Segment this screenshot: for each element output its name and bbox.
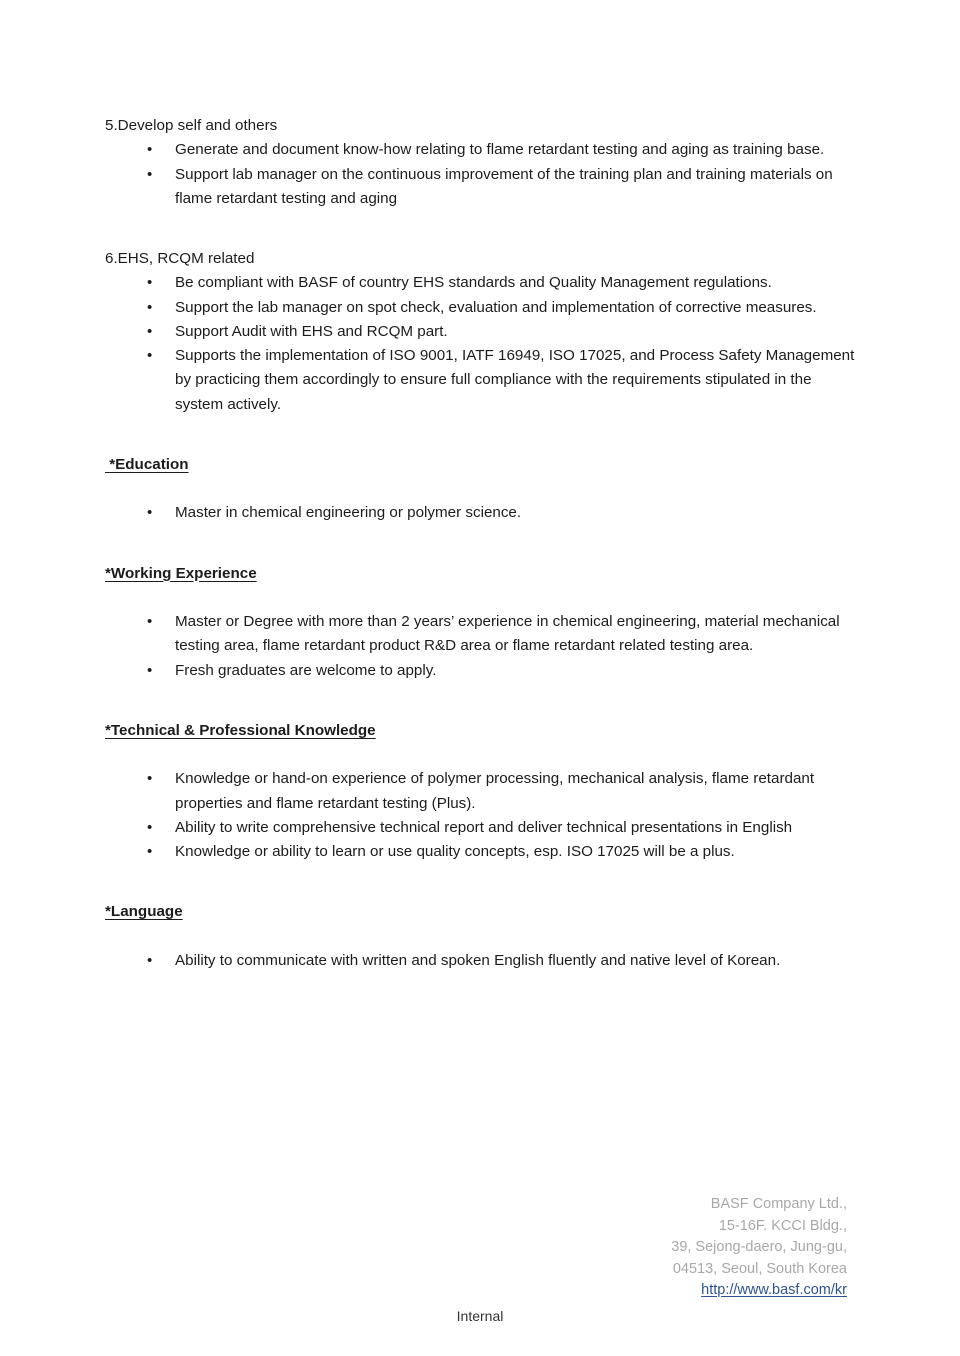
document-section <box>105 900 863 973</box>
bullet-item: • Support lab manager on the continuous improvement of the training plan and training materials on flame retardant testing and aging <box>105 163 863 212</box>
basf-website-link[interactable]: http://www.basf.com/kr <box>701 1282 847 1298</box>
bullet-item: • Be compliant with BASF of country EHS standards and Quality Management regulations. <box>105 271 863 295</box>
document-section <box>105 562 863 683</box>
bullet-item: • Knowledge or ability to learn or use quality concepts, esp. ISO 17025 will be a plus. <box>105 840 863 864</box>
company-address-lines <box>671 1194 847 1280</box>
document-section <box>105 719 863 865</box>
section-title: *Working Experience <box>105 564 257 582</box>
document-section <box>105 114 863 211</box>
document-section <box>105 453 863 526</box>
address-line: 15-16F. KCCI Bldg., <box>718 1217 847 1234</box>
bullet-item: • Support the lab manager on spot check, evaluation and implementation of corrective measures. <box>105 296 863 320</box>
bullet-list <box>105 138 863 211</box>
bullet-list <box>105 767 863 864</box>
section-title: *Language <box>105 903 183 921</box>
bullet-item: • Fresh graduates are welcome to apply. <box>105 659 863 683</box>
bullet-list <box>105 271 863 417</box>
address-line: BASF Company Ltd., <box>710 1196 847 1212</box>
section-title: *Technical & Professional Knowledge <box>105 721 376 739</box>
company-address-block <box>671 1194 847 1302</box>
bullet-item: • Ability to write comprehensive technical report and deliver technical presentations in English <box>105 816 863 840</box>
document-body <box>105 114 863 973</box>
address-line: 04513, Seoul, South Korea <box>672 1260 847 1277</box>
bullet-item: • Ability to communicate with written and spoken English fluently and native level of Korean. <box>105 949 863 973</box>
bullet-item: • Supports the implementation of ISO 9001, IATF 16949, ISO 17025, and Process Safety Management by practicing them accordingly to ensure full compliance with the requirements stipulated in the system actively. <box>105 344 863 417</box>
bullet-item: • Master or Degree with more than 2 years’ experience in chemical engineering, material mechanical testing area, flame retardant product R&D area or flame retardant related testing area. <box>105 610 863 659</box>
classification-label: Internal <box>456 1308 504 1324</box>
section-title: *Education <box>105 455 189 473</box>
bullet-item: • Support Audit with EHS and RCQM part. <box>105 320 863 344</box>
bullet-item: • Knowledge or hand-on experience of polymer processing, mechanical analysis, flame retardant properties and flame retardant testing (Plus). <box>105 767 863 816</box>
document-section <box>105 247 863 417</box>
section-title: 6.EHS, RCQM related <box>105 250 255 267</box>
section-title: 5.Develop self and others <box>105 117 278 134</box>
bullet-list <box>105 501 863 525</box>
bullet-list <box>105 949 863 973</box>
bullet-item: • Generate and document know-how relating to flame retardant testing and aging as training base. <box>105 138 863 162</box>
bullet-item: • Master in chemical engineering or polymer science. <box>105 501 863 525</box>
bullet-list <box>105 610 863 683</box>
address-line: 39, Sejong-daero, Jung-gu, <box>671 1239 847 1255</box>
